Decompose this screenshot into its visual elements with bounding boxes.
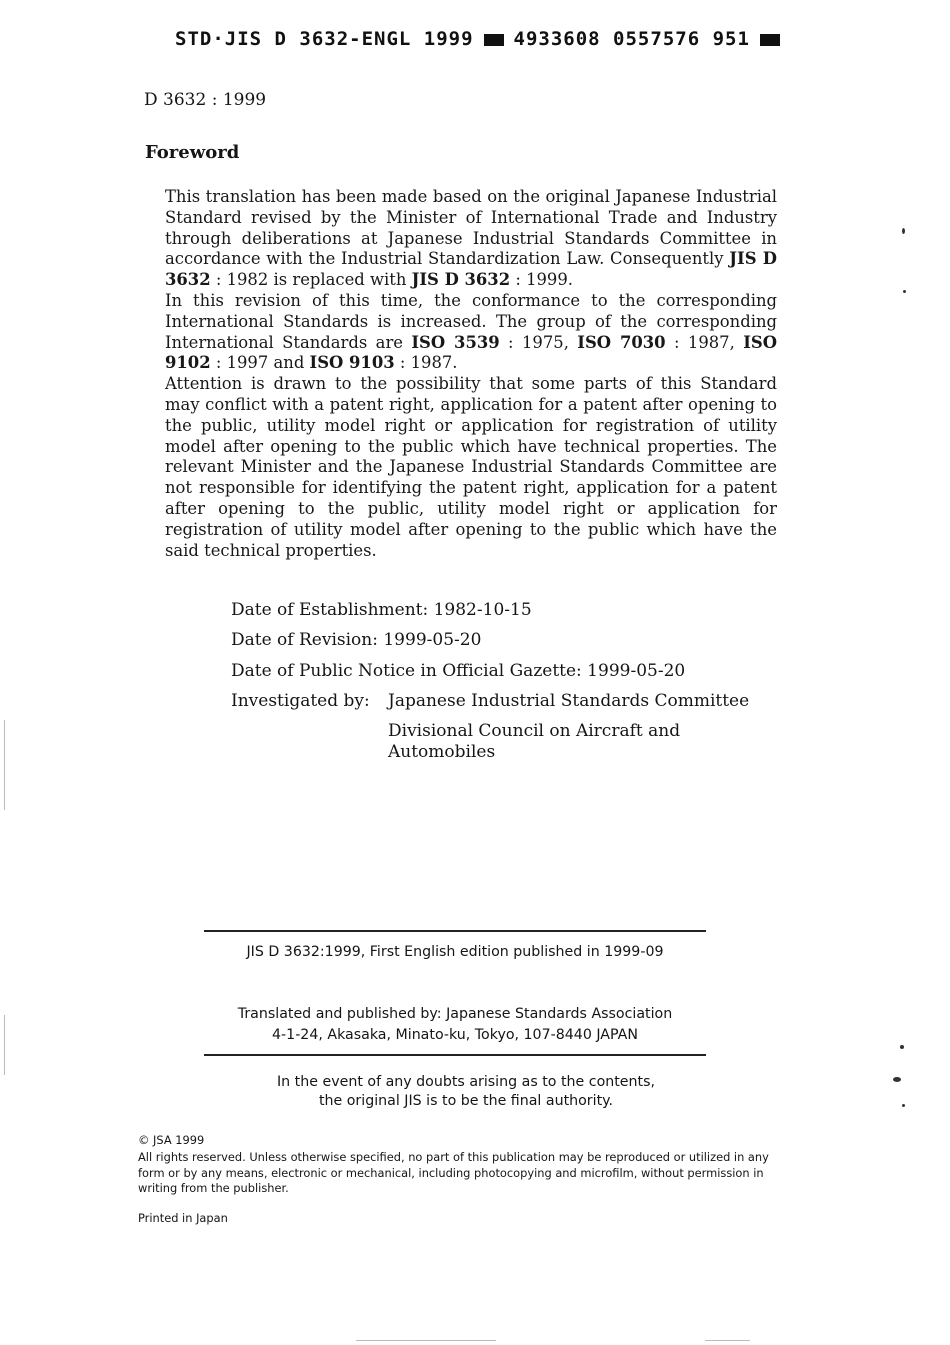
divider-bottom (204, 1054, 706, 1056)
foreword-heading: Foreword (145, 142, 240, 163)
publisher-block: Translated and published by: Japanese Standards Association 4-1-24, Akasaka, Minato-ku, Tokyo, 107-8440 JAPAN (237, 1006, 673, 1043)
edition-statement: JIS D 3632:1999, First English edition published in 1999-09 (246, 944, 664, 960)
scan-speck (902, 228, 905, 234)
scan-speck (893, 1077, 901, 1082)
scan-edge-mark (4, 1015, 5, 1075)
header-code-left: STD·JIS D 3632-ENGL 1999 (175, 28, 474, 50)
header-code (175, 28, 790, 50)
foreword-paragraph-1: This translation has been made based on the original Japanese Industrial Standard revised by the Minister of International Trade and Industry through deliberations at Japanese Industrial Standards Committee in accordance with the Industrial Standardization Law. Consequently JIS D 3632 : 1982 is replaced with JIS D 3632 : 1999. (165, 187, 777, 290)
black-block-mark (484, 34, 504, 46)
date-of-revision: Date of Revision: 1999-05-20 (231, 630, 482, 650)
scan-edge-mark (4, 720, 5, 810)
black-block-mark (760, 34, 780, 46)
divisional-council: Divisional Council on Aircraft and Automobiles (388, 721, 681, 762)
investigated-by (231, 691, 831, 712)
printed-in: Printed in Japan (138, 1211, 228, 1225)
scan-speck (903, 290, 906, 293)
scan-edge-mark (356, 1340, 496, 1341)
header-code-right: 4933608 0557576 951 (513, 28, 750, 50)
authority-notice: In the event of any doubts arising as to the contents, the original JIS is to be the final authority. (277, 1074, 655, 1109)
foreword-paragraph-3: Attention is drawn to the possibility that some parts of this Standard may conflict with a patent right, application for a patent after opening to the public, utility model right or application for registration of utility model after opening to the public which have technical properties. The relevant Minister and the Japanese Industrial Standards Committee are not responsible for identifying the patent right, application for a patent after opening to the public, utility model right or application for registration of utility model after opening to the public which have the said technical properties. (165, 374, 777, 560)
divider-top (204, 930, 706, 932)
investigated-by-value: Japanese Industrial Standards Committee (388, 691, 750, 711)
date-of-establishment: Date of Establishment: 1982-10-15 (231, 600, 532, 620)
scan-speck (902, 1104, 905, 1107)
date-of-public-notice: Date of Public Notice in Official Gazette: 1999-05-20 (231, 661, 686, 681)
foreword-body (165, 187, 777, 561)
scan-speck (900, 1045, 904, 1049)
document-id: D 3632 : 1999 (144, 90, 267, 110)
investigated-by-label: Investigated by: (231, 691, 370, 711)
foreword-paragraph-2: In this revision of this time, the conformance to the corresponding International Standards is increased. The group of the corresponding International Standards are ISO 3539 : 1975, ISO 7030 : 1987, ISO 9102 : 1997 and ISO 9103 : 1987. (165, 290, 778, 373)
rights-statement: All rights reserved. Unless otherwise specified, no part of this publication may be reproduced or utilized in any form or by any means, electronic or mechanical, including photocopying and microfilm, without permission in writing from the publisher. (138, 1150, 769, 1195)
scan-edge-mark (705, 1340, 750, 1341)
copyright-line: © JSA 1999 (138, 1133, 205, 1147)
